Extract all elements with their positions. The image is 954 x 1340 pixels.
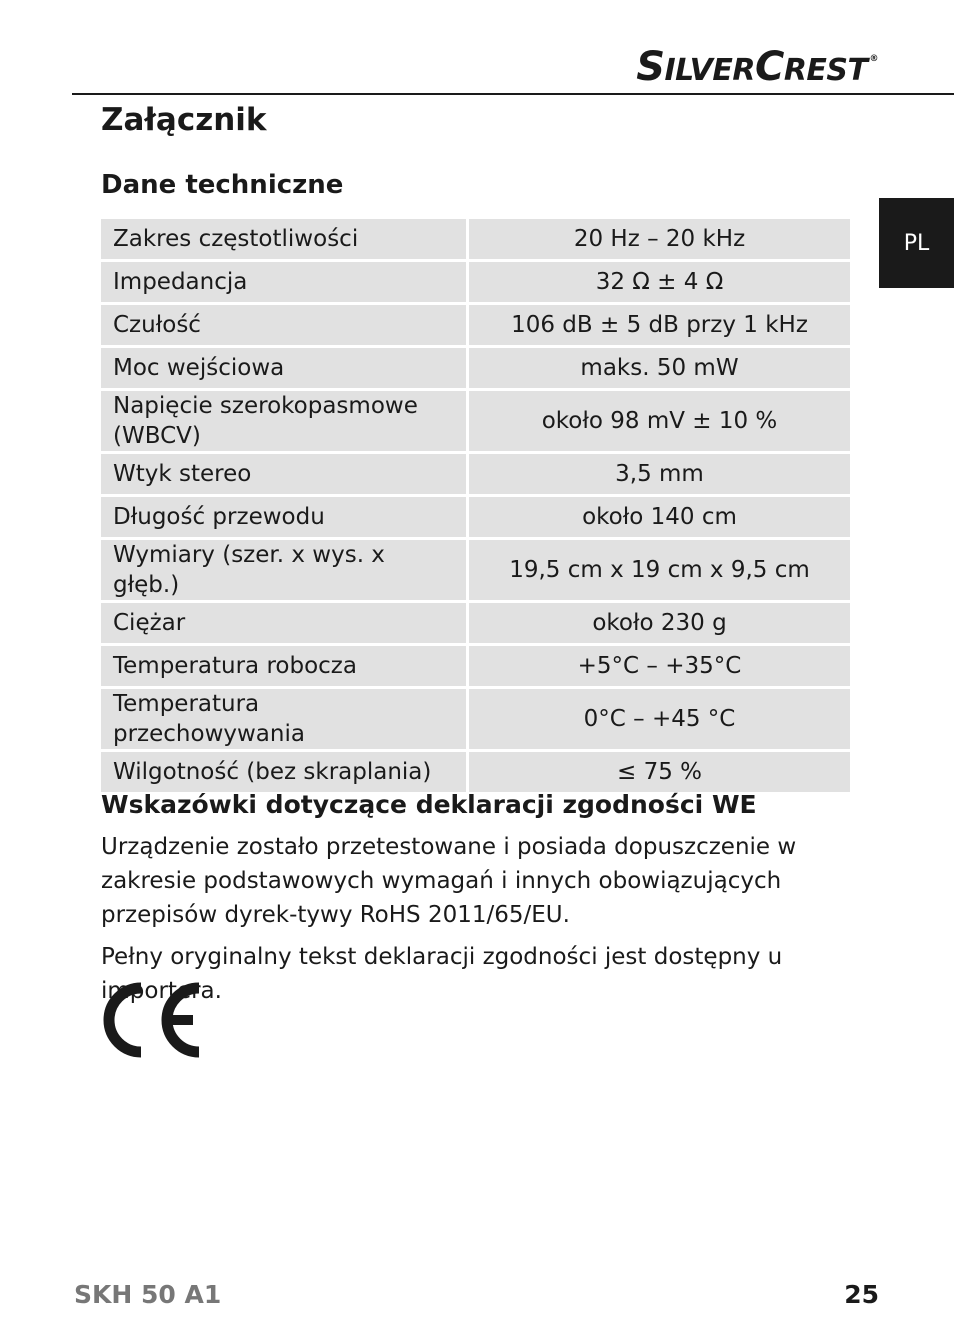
spec-value: 32 Ω ± 4 Ω — [469, 262, 850, 302]
table-row — [101, 391, 850, 451]
spec-value: 0°C – +45 °C — [469, 689, 850, 749]
conformity-heading: Wskazówki dotyczące deklaracji zgodności WE — [101, 790, 757, 819]
spec-value: 106 dB ± 5 dB przy 1 kHz — [469, 305, 850, 345]
spec-value: 19,5 cm x 19 cm x 9,5 cm — [469, 540, 850, 600]
spec-value: +5°C – +35°C — [469, 646, 850, 686]
spec-value: ≤ 75 % — [469, 752, 850, 792]
table-row — [101, 348, 850, 388]
table-row — [101, 454, 850, 494]
table-row — [101, 689, 850, 749]
table-row — [101, 262, 850, 302]
ce-mark-icon — [99, 982, 205, 1058]
spec-label: Wtyk stereo — [101, 454, 469, 494]
conformity-paragraph: Urządzenie zostało przetestowane i posiada dopuszczenie w zakresie podstawowych wymagań i innych obowiązujących przepisów dyrek-tywy RoHS 2011/65/EU. — [101, 834, 797, 928]
spec-value: około 230 g — [469, 603, 850, 643]
language-tab: PL — [879, 198, 954, 288]
table-row — [101, 752, 850, 792]
table-row — [101, 603, 850, 643]
table-row — [101, 497, 850, 537]
spec-label: Temperatura robocza — [101, 646, 469, 686]
spec-label: Moc wejściowa — [101, 348, 469, 388]
page-title: Załącznik — [101, 102, 267, 138]
spec-label: Napięcie szerokopasmowe (WBCV) — [101, 391, 469, 451]
table-row — [101, 305, 850, 345]
spec-label: Zakres częstotliwości — [101, 219, 469, 259]
spec-value: około 140 cm — [469, 497, 850, 537]
technical-data-heading: Dane techniczne — [101, 170, 344, 200]
spec-label: Długość przewodu — [101, 497, 469, 537]
spec-value: maks. 50 mW — [469, 348, 850, 388]
table-row — [101, 540, 850, 600]
spec-value: 3,5 mm — [469, 454, 850, 494]
brand-logo: SILVERCREST ® — [636, 44, 878, 90]
table-row — [101, 646, 850, 686]
spec-value: 20 Hz – 20 kHz — [469, 219, 850, 259]
spec-label: Temperatura przechowywania — [101, 689, 469, 749]
spec-label: Impedancja — [101, 262, 469, 302]
footer-model: SKH 50 A1 — [74, 1280, 222, 1309]
importer-paragraph: Pełny oryginalny tekst deklaracji zgodności jest dostępny u importera. — [101, 944, 783, 1004]
table-row — [101, 219, 850, 259]
spec-value: około 98 mV ± 10 % — [469, 391, 850, 451]
spec-label: Czułość — [101, 305, 469, 345]
header-divider — [72, 93, 954, 95]
spec-label: Ciężar — [101, 603, 469, 643]
spec-label: Wilgotność (bez skraplania) — [101, 752, 469, 792]
spec-label: Wymiary (szer. x wys. x głęb.) — [101, 540, 469, 600]
technical-data-table — [101, 216, 850, 795]
page-number: 25 — [844, 1280, 879, 1309]
